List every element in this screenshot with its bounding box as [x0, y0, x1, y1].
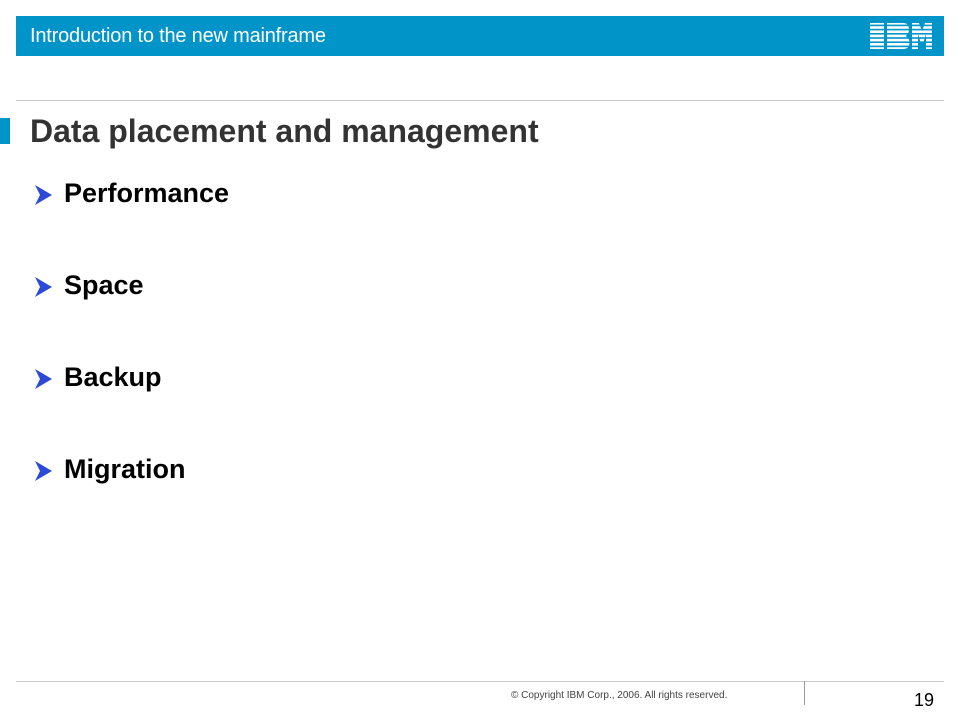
bullet-list	[32, 170, 229, 538]
bullet-item-space	[32, 262, 229, 354]
bullet-label: Backup	[64, 362, 162, 392]
arrow-bullet-icon	[32, 272, 64, 302]
header-bar	[16, 16, 944, 56]
copyright-notice: © Copyright IBM Corp., 2006. All rights reserved.	[511, 690, 728, 701]
title-accent-bar	[0, 118, 10, 144]
ibm-logo	[870, 22, 932, 50]
bullet-label: Migration	[64, 454, 186, 484]
header-divider	[16, 100, 944, 101]
footer-vertical-divider	[804, 681, 805, 705]
bullet-label: Space	[64, 270, 144, 300]
presentation-title: Introduction to the new mainframe	[30, 25, 326, 47]
arrow-bullet-icon	[32, 456, 64, 486]
page-number: 19	[914, 690, 935, 710]
bullet-item-migration	[32, 446, 229, 538]
bullet-item-performance	[32, 170, 229, 262]
arrow-bullet-icon	[32, 180, 64, 210]
arrow-bullet-icon	[32, 364, 64, 394]
bullet-label: Performance	[64, 178, 230, 208]
slide-title: Data placement and management	[30, 113, 539, 149]
bullet-item-backup	[32, 354, 229, 446]
